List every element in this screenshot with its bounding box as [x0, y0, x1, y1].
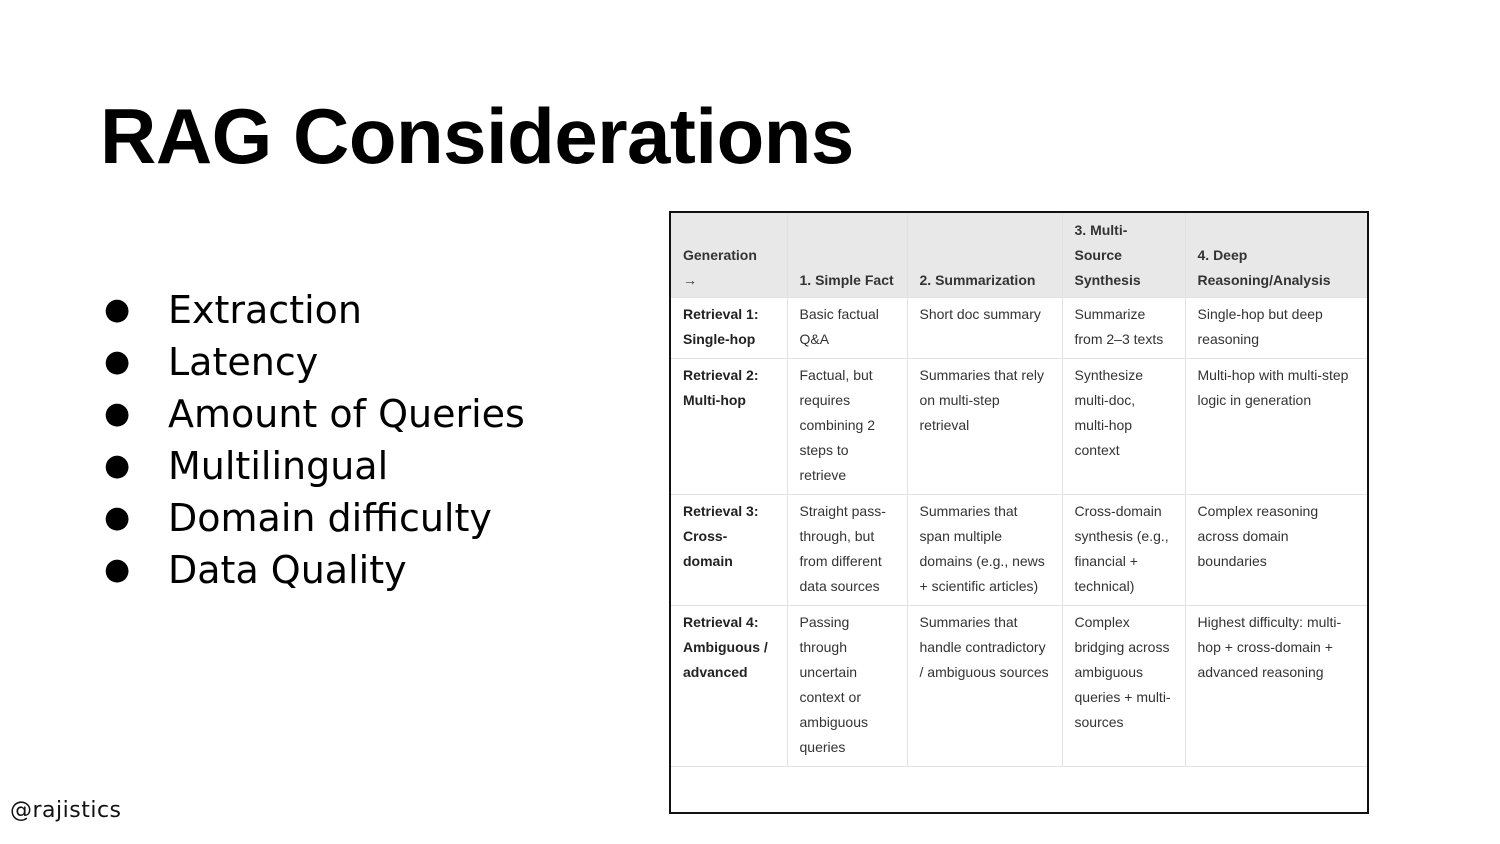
table-cell: Single-hop but deep reasoning — [1185, 298, 1367, 359]
bullet-icon: ● — [104, 552, 131, 587]
table-cell: Factual, but requires combining 2 steps to retrieve — [787, 359, 907, 495]
bullet-text: Amount of Queries — [168, 392, 525, 436]
table-cell: Passing through uncertain context or ambiguous queries — [787, 606, 907, 767]
table-cell: Multi-hop with multi-step logic in generation — [1185, 359, 1367, 495]
table-cell: Summaries that handle contradictory / ambiguous sources — [907, 606, 1062, 767]
row-header-cell: Retrieval 1: Single-hop — [671, 298, 787, 359]
bullet-text: Data Quality — [168, 548, 407, 592]
rag-matrix-table-image — [669, 211, 1369, 814]
table-cell: Summaries that span multiple domains (e.g., news + scientific articles) — [907, 495, 1062, 606]
table-row — [671, 606, 1367, 767]
bullet-item — [104, 440, 525, 492]
bullet-icon: ● — [104, 500, 131, 535]
table-cell: Basic factual Q&A — [787, 298, 907, 359]
bullet-icon: ● — [104, 448, 131, 483]
table-cell: Short doc summary — [907, 298, 1062, 359]
header-cell: 1. Simple Fact — [787, 213, 907, 298]
table-cell: Summaries that rely on multi-step retrieval — [907, 359, 1062, 495]
row-header-cell: Retrieval 3: Cross-domain — [671, 495, 787, 606]
table-header-row — [671, 213, 1367, 298]
table-cell: Complex bridging across ambiguous queries + multi-sources — [1062, 606, 1185, 767]
table-cell: Straight pass-through, but from different data sources — [787, 495, 907, 606]
rag-matrix-table — [671, 213, 1367, 767]
bullet-icon: ● — [104, 396, 131, 431]
table-cell: Complex reasoning across domain boundaries — [1185, 495, 1367, 606]
slide-title: RAG Considerations — [100, 92, 854, 180]
table-row — [671, 359, 1367, 495]
header-cell: Generation → — [671, 213, 787, 298]
table-row — [671, 495, 1367, 606]
bullet-icon: ● — [104, 344, 131, 379]
consideration-list — [104, 284, 525, 596]
bullet-text: Extraction — [168, 288, 362, 332]
bullet-item — [104, 284, 525, 336]
table-cell: Highest difficulty: multi-hop + cross-domain + advanced reasoning — [1185, 606, 1367, 767]
table-cell: Cross-domain synthesis (e.g., financial + technical) — [1062, 495, 1185, 606]
bullet-item — [104, 388, 525, 440]
table-row — [671, 298, 1367, 359]
header-cell: 3. Multi-Source Synthesis — [1062, 213, 1185, 298]
author-handle: @rajistics — [10, 798, 122, 823]
row-header-cell: Retrieval 4: Ambiguous / advanced — [671, 606, 787, 767]
row-header-cell: Retrieval 2: Multi-hop — [671, 359, 787, 495]
bullet-item — [104, 492, 525, 544]
bullet-item — [104, 544, 525, 596]
header-cell: 4. Deep Reasoning/Analysis — [1185, 213, 1367, 298]
bullet-text: Multilingual — [168, 444, 389, 488]
bullet-text: Domain difficulty — [168, 496, 492, 540]
bullet-icon: ● — [104, 292, 131, 327]
table-cell: Summarize from 2–3 texts — [1062, 298, 1185, 359]
bullet-text: Latency — [168, 340, 319, 384]
table-cell: Synthesize multi-doc, multi-hop context — [1062, 359, 1185, 495]
header-cell: 2. Summarization — [907, 213, 1062, 298]
bullet-item — [104, 336, 525, 388]
